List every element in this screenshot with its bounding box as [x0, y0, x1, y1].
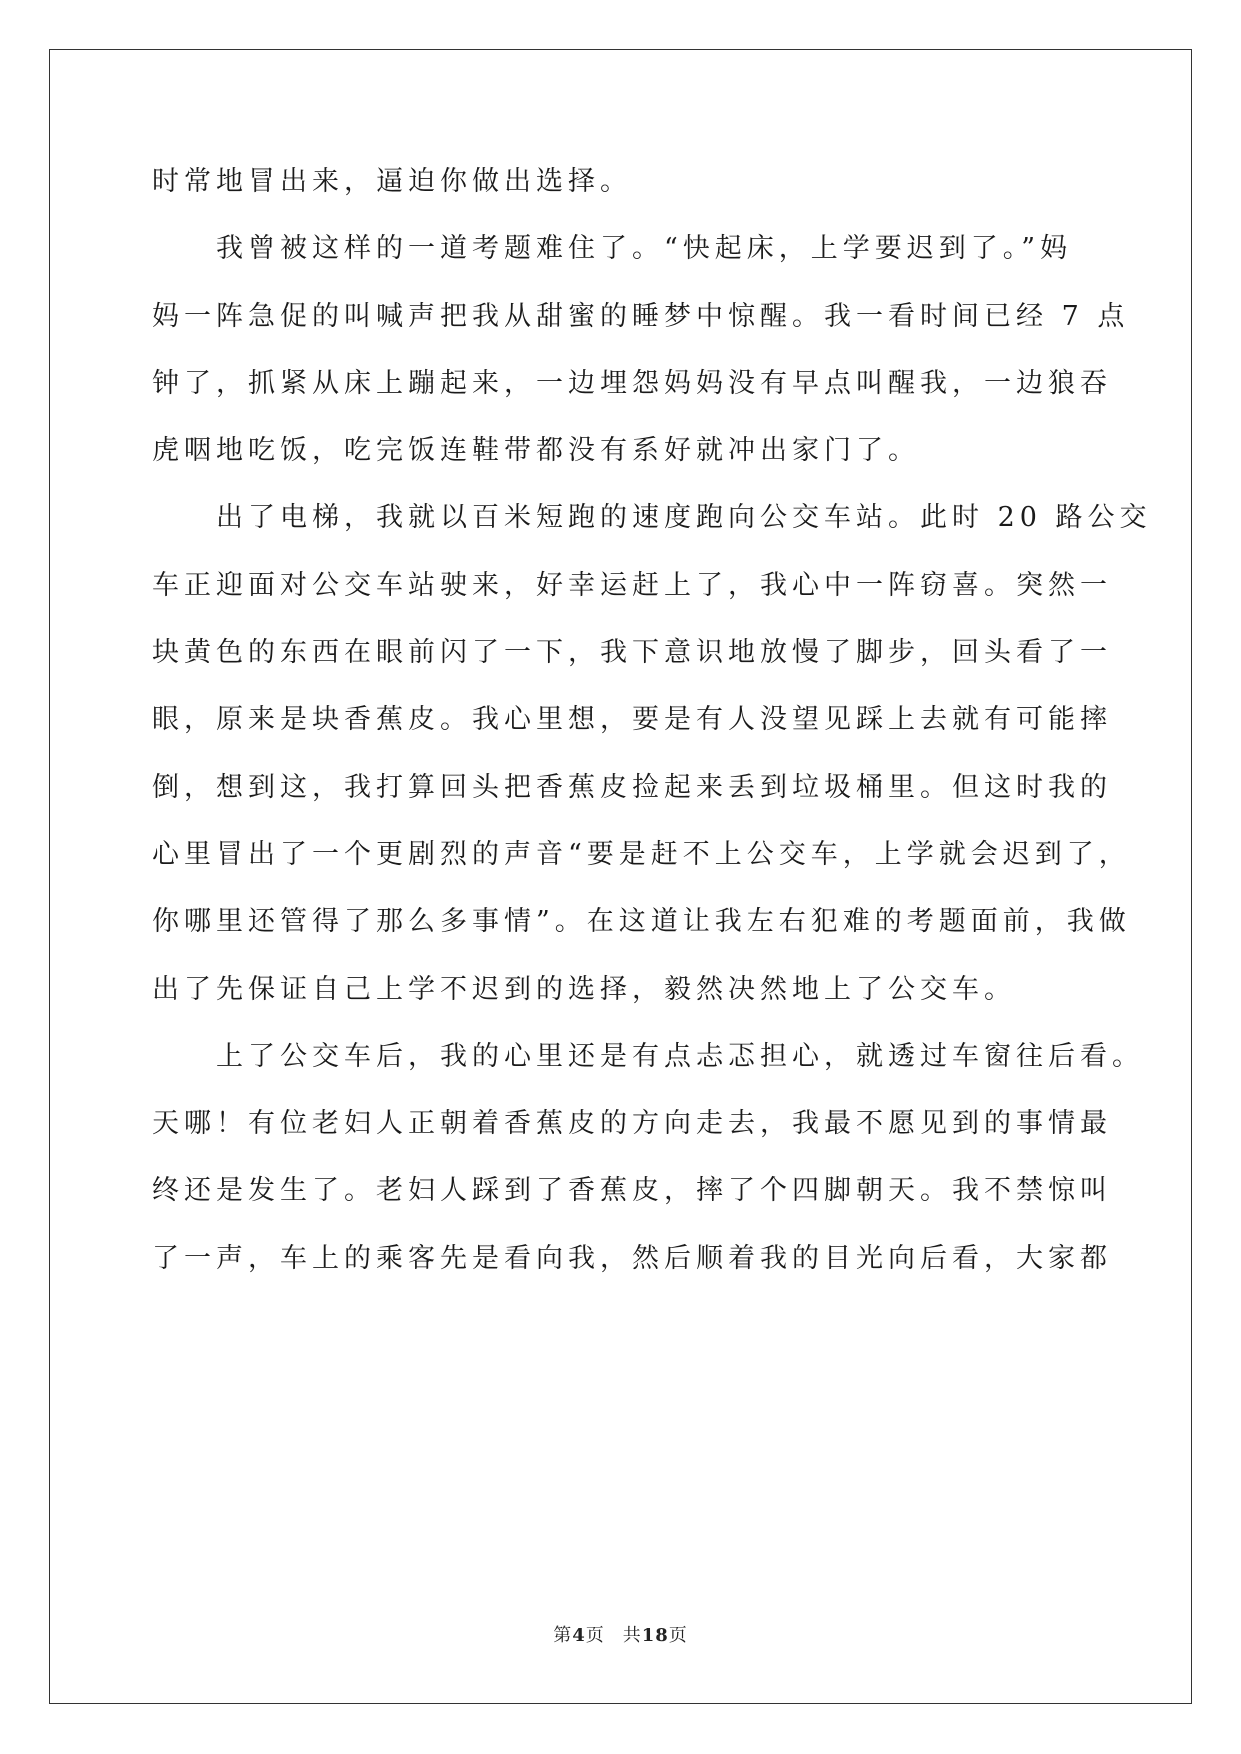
text-line: 你哪里还管得了那么多事情”。在这道让我左右犯难的考题面前，我做 — [152, 906, 1131, 938]
text-line: 钟了，抓紧从床上蹦起来，一边埋怨妈妈没有早点叫醒我，一边狼吞 — [152, 367, 1112, 399]
text-line: 妈一阵急促的叫喊声把我从甜蜜的睡梦中惊醒。我一看时间已经 7 点 — [152, 300, 1130, 332]
total-pages: 18 — [641, 1625, 669, 1646]
text-line: 出了先保证自己上学不迟到的选择，毅然决然地上了公交车。 — [152, 973, 1016, 1005]
text-line: 车正迎面对公交车站驶来，好幸运赶上了，我心中一阵窃喜。突然一 — [152, 569, 1112, 601]
text-line: 终还是发生了。老妇人踩到了香蕉皮，摔了个四脚朝天。我不禁惊叫 — [152, 1175, 1112, 1207]
text-line: 块黄色的东西在眼前闪了一下，我下意识地放慢了脚步，回头看了一 — [152, 637, 1112, 669]
text-line: 天哪！有位老妇人正朝着香蕉皮的方向走去，我最不愿见到的事情最 — [152, 1108, 1112, 1140]
text-line: 了一声，车上的乘客先是看向我，然后顺着我的目光向后看，大家都 — [152, 1242, 1112, 1274]
text-line: 时常地冒出来，逼迫你做出选择。 — [152, 166, 632, 197]
page-suffix: 页 — [585, 1625, 605, 1646]
page-footer — [0, 1621, 1241, 1647]
page-number: 4 — [572, 1625, 586, 1646]
text-line: 心里冒出了一个更剧烈的声音“要是赶不上公交车，上学就会迟到了， — [152, 838, 1131, 870]
text-line: 倒，想到这，我打算回头把香蕉皮捡起来丢到垃圾桶里。但这时我的 — [152, 771, 1112, 803]
text-line: 眼，原来是块香蕉皮。我心里想，要是有人没望见踩上去就有可能摔 — [152, 704, 1112, 736]
total-prefix: 共 — [622, 1625, 642, 1646]
total-suffix: 页 — [668, 1625, 688, 1646]
text-line: 上了公交车后，我的心里还是有点忐忑担心，就透过车窗往后看。 — [216, 1040, 1144, 1072]
text-line: 虎咽地吃饭，吃完饭连鞋带都没有系好就冲出家门了。 — [152, 435, 920, 467]
text-line: 我曾被这样的一道考题难住了。“快起床，上学要迟到了。”妈 — [216, 233, 1073, 265]
document-body — [152, 148, 1152, 1292]
text-line: 出了电梯，我就以百米短跑的速度跑向公交车站。此时 20 路公交 — [216, 502, 1152, 534]
page-prefix: 第 — [553, 1625, 573, 1646]
